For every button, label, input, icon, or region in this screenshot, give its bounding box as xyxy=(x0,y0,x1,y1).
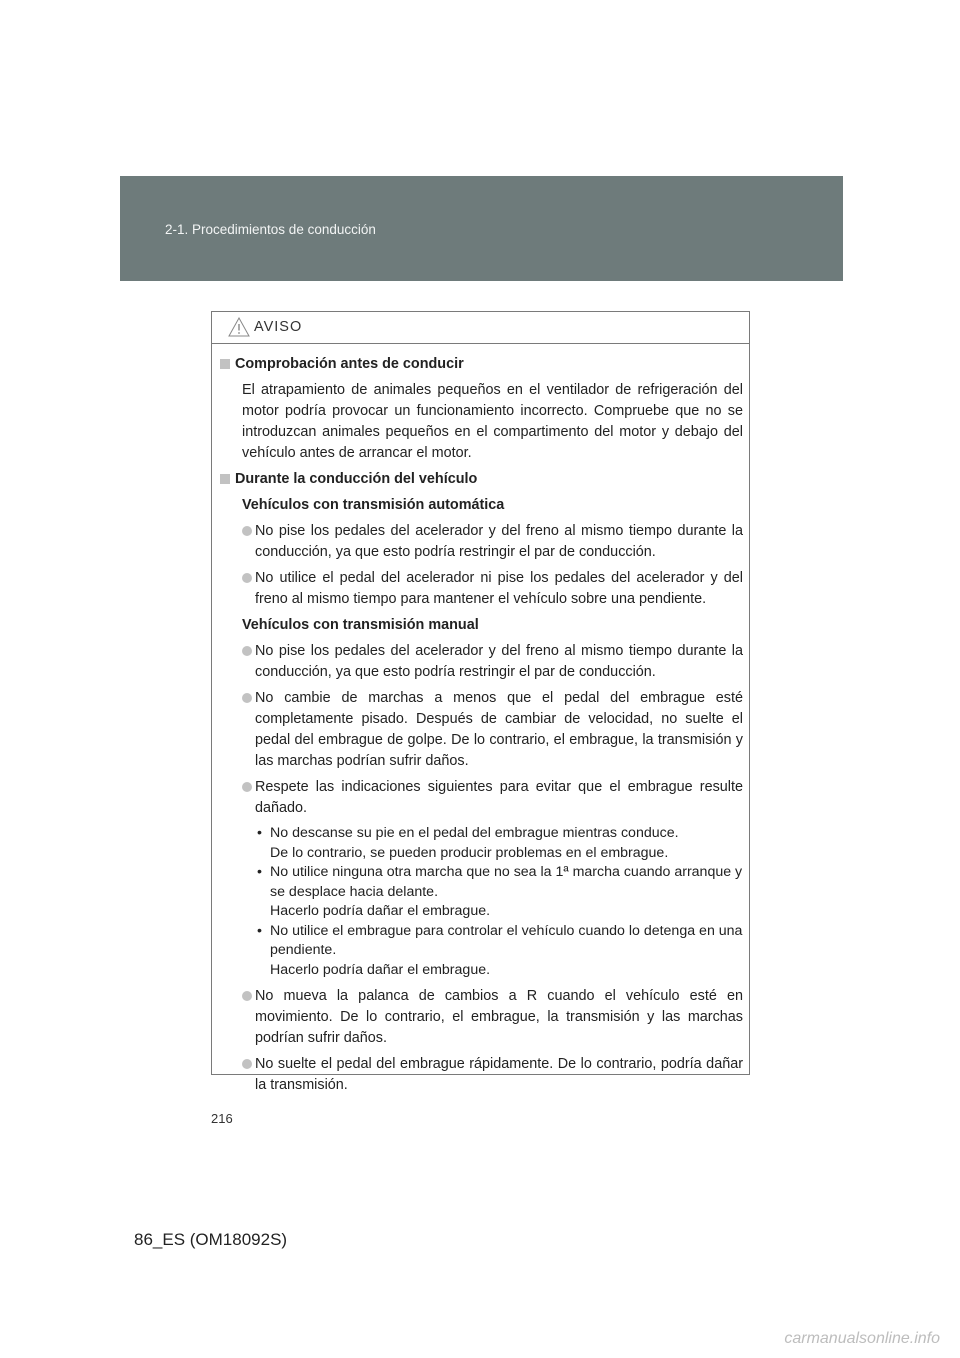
section-header: 2-1. Procedimientos de conducción xyxy=(165,222,376,237)
list-item: No suelte el pedal del embrague rápidamente. De lo contrario, podría dañar la transmisión. xyxy=(242,1054,743,1096)
list-item: No mueva la palanca de cambios a R cuando el vehículo esté en movimiento. De lo contrario, el embrague, la transmisión y las marchas podrían sufrir daños. xyxy=(242,986,743,1049)
warning-body xyxy=(212,344,749,1096)
watermark: carmanualsonline.info xyxy=(784,1330,940,1347)
section-title-check: Comprobación antes de conducir xyxy=(220,354,743,375)
list-item: Respete las indicaciones siguientes para evitar que el embrague resulte dañado. xyxy=(242,777,743,819)
list-item: No pise los pedales del acelerador y del freno al mismo tiempo durante la conducción, ya que esto podría restringir el par de conducción. xyxy=(242,521,743,563)
circle-bullet-icon xyxy=(242,693,252,703)
footer-code: 86_ES (OM18092S) xyxy=(134,1230,288,1249)
subtitle-manual: Vehículos con transmisión manual xyxy=(242,617,479,633)
warning-header xyxy=(212,312,749,344)
circle-bullet-icon xyxy=(242,573,252,583)
sub-list-item: • No utilice el embrague para controlar el vehículo cuando lo detenga en una pendiente. Hacerlo podría dañar el embrague. xyxy=(257,922,743,978)
warning-box xyxy=(211,311,750,1093)
circle-bullet-icon xyxy=(242,991,252,1001)
warning-triangle-icon xyxy=(228,317,250,337)
square-bullet-icon xyxy=(220,359,230,369)
square-bullet-icon xyxy=(220,474,230,484)
warning-title: AVISO xyxy=(254,319,303,335)
page-number: 216 xyxy=(211,1111,233,1126)
subtitle-automatic: Vehículos con transmisión automática xyxy=(242,497,505,513)
sub-list-item: • No descanse su pie en el pedal del embrague mientras conduce. De lo contrario, se pueden producir problemas en el embrague. xyxy=(257,825,679,861)
paragraph-check: El atrapamiento de animales pequeños en el ventilador de refrigeración del motor podría provocar un funcionamiento incorrecto. Compruebe que no se introduzcan animales pequeños en el compartimento del motor y debajo del vehículo antes de arrancar el motor. xyxy=(242,382,743,461)
section-title-driving: Durante la conducción del vehículo xyxy=(220,469,743,490)
sub-list-item: • No utilice ninguna otra marcha que no sea la 1ª marcha cuando arranque y se desplace hacia delante. Hacerlo podría dañar el embrague. xyxy=(257,864,743,919)
circle-bullet-icon xyxy=(242,646,252,656)
list-item: No utilice el pedal del acelerador ni pise los pedales del acelerador y del freno al mismo tiempo para mantener el vehículo sobre una pendiente. xyxy=(242,568,743,610)
circle-bullet-icon xyxy=(242,526,252,536)
circle-bullet-icon xyxy=(242,782,252,792)
list-item: No cambie de marchas a menos que el pedal del embrague esté completamente pisado. Después de cambiar de velocidad, no suelte el pedal del embrague de golpe. De lo contrario, el embrague, la transmisión y las marchas podrían sufrir daños. xyxy=(242,688,743,772)
circle-bullet-icon xyxy=(242,1059,252,1069)
list-item: No pise los pedales del acelerador y del freno al mismo tiempo durante la conducción, ya que esto podría restringir el par de conducción. xyxy=(242,641,743,683)
